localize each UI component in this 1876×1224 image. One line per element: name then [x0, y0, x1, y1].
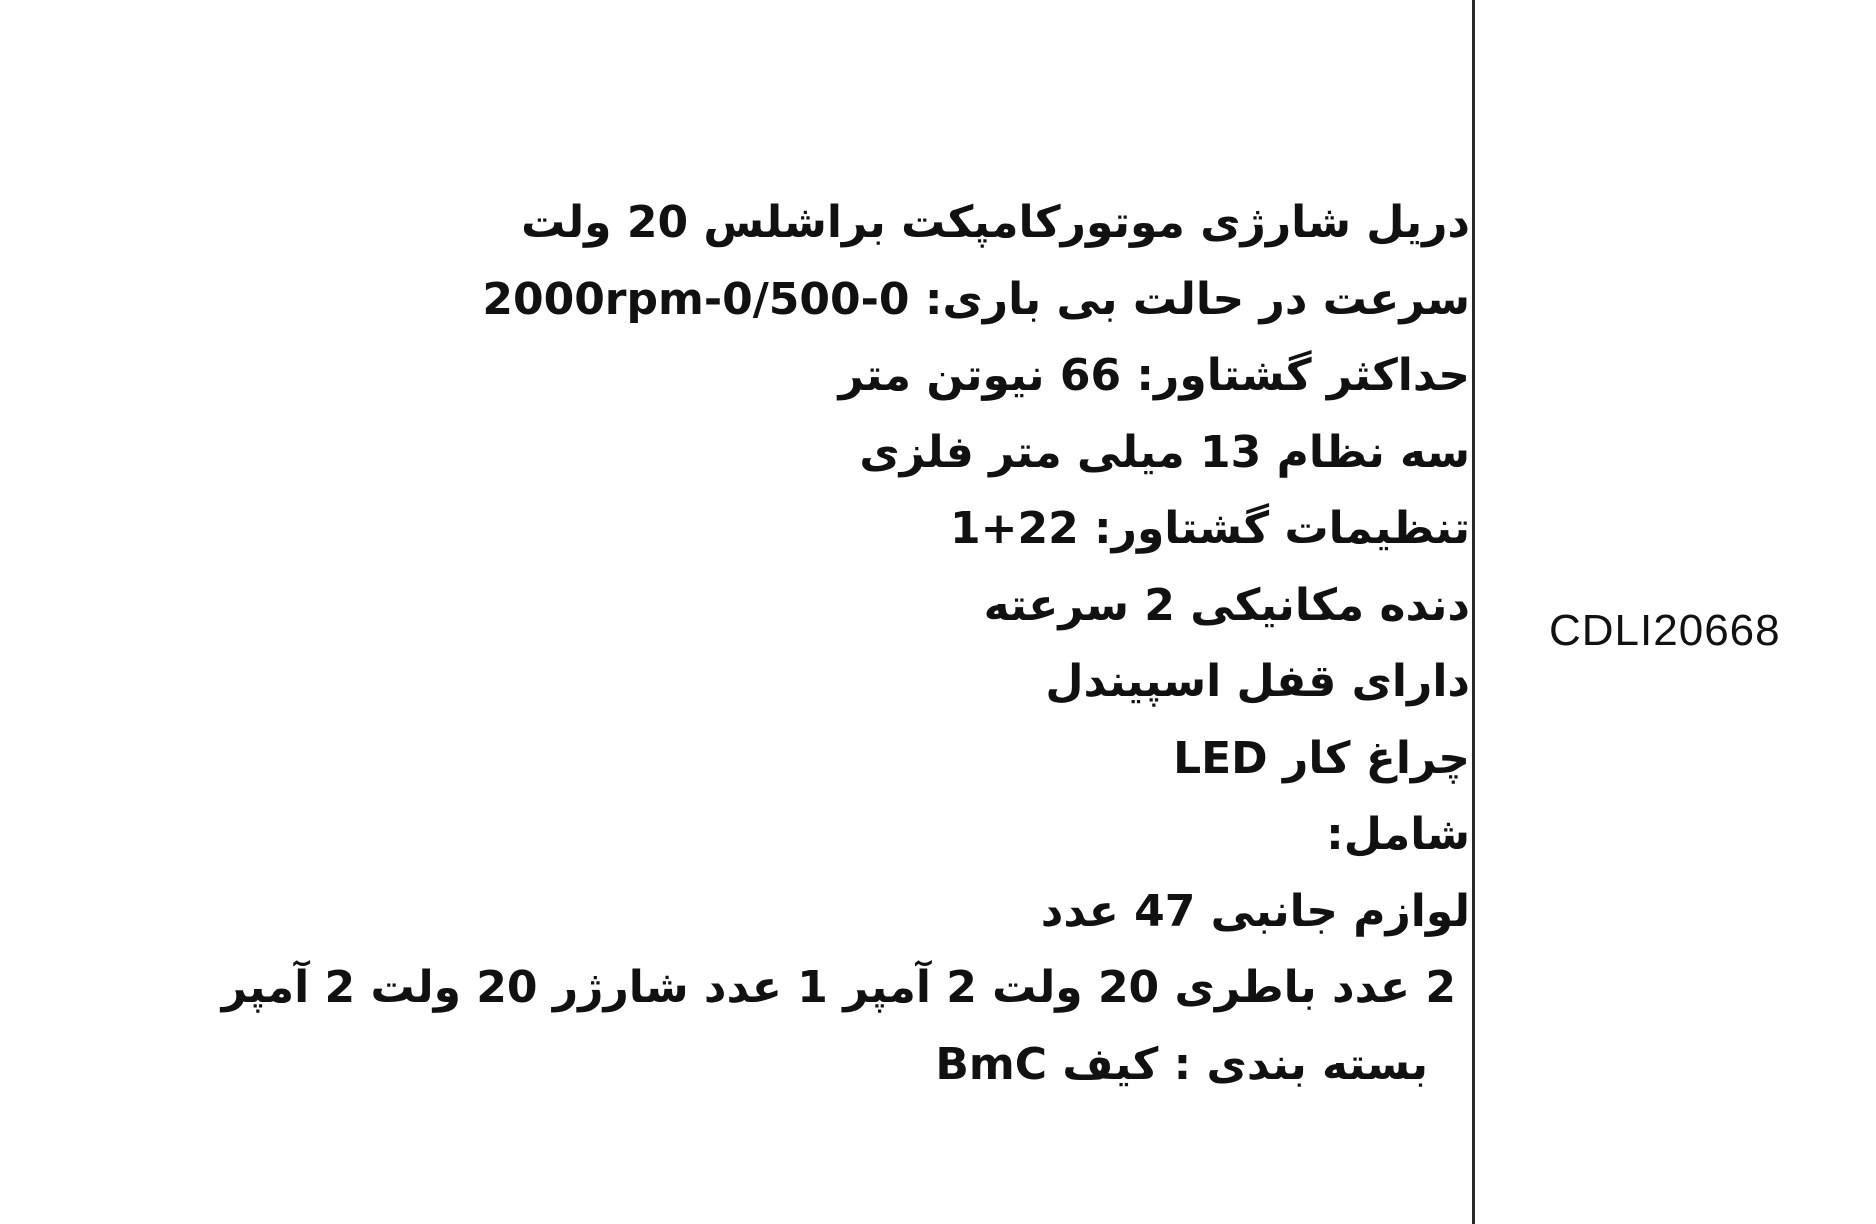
column-divider: [1472, 0, 1475, 1224]
product-code: CDLI20668: [1549, 606, 1781, 655]
spec-line-accessories: لوازم جانبی 47 عدد: [1040, 885, 1470, 937]
spec-line-torque-settings: تنظیمات گشتاور: 22+1: [949, 503, 1470, 554]
spec-line-packaging: بسته بندی : کیف BmC: [935, 1038, 1428, 1090]
spec-line-spindle-lock: دارای قفل اسپیندل: [1045, 656, 1470, 707]
spec-line-max-torque: حداکثر گشتاور: 66 نیوتن متر: [838, 350, 1470, 401]
spec-line-includes-heading: شامل:: [1326, 809, 1470, 860]
spec-line-led-light: چراغ کار LED: [1173, 732, 1470, 784]
product-spec-list: [170, 185, 1470, 1103]
spec-line-no-load-speed: سرعت در حالت بی باری: 0-0/500-2000rpm: [482, 273, 1470, 325]
spec-line-chuck: سه نظام 13 میلی متر فلزی: [859, 426, 1470, 478]
spec-line-gearbox: دنده مکانیکی 2 سرعته: [983, 579, 1470, 631]
spec-line-title: دریل شارژی موتورکامپکت براشلس 20 ولت: [521, 197, 1470, 248]
spec-line-battery-charger: 2 عدد باطری 20 ولت 2 آمپر 1 عدد شارژر 20 ولت 2 آمپر: [221, 962, 1456, 1013]
